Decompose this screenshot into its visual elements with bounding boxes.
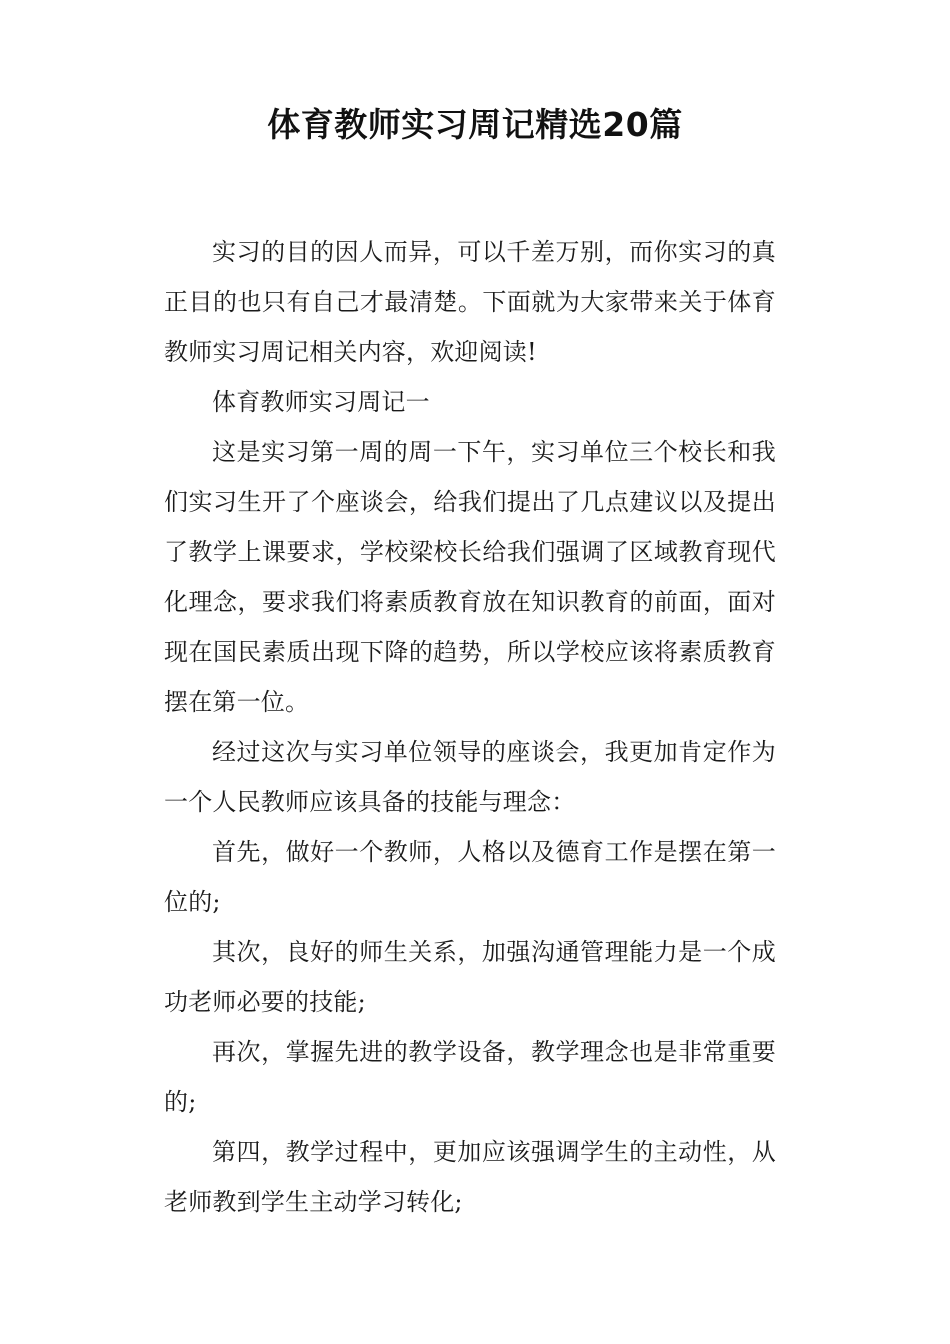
paragraph-affirmation: 经过这次与实习单位领导的座谈会，我更加肯定作为一个人民教师应该具备的技能与理念： [164, 738, 776, 816]
paragraph-meeting: 这是实习第一周的周一下午，实习单位三个校长和我们实习生开了个座谈会，给我们提出了几点建议以及提出了教学上课要求，学校梁校长给我们强调了区域教育现代化理念，要求我们将素质教育放在知识教育的前面，面对现在国民素质出现下降的趋势，所以学校应该将素质教育摆在第一位。 [164, 438, 776, 716]
paragraph-first-point: 首先，做好一个教师，人格以及德育工作是摆在第一位的; [164, 838, 776, 916]
document-body [164, 227, 776, 1227]
paragraph-second-point: 其次，良好的师生关系，加强沟通管理能力是一个成功老师必要的技能; [164, 938, 776, 1016]
paragraph-intro: 实习的目的因人而异，可以千差万别，而你实习的真正目的也只有自己才最清楚。下面就为大家带来关于体育教师实习周记相关内容，欢迎阅读! [164, 238, 776, 366]
paragraph-third-point: 再次，掌握先进的教学设备，教学理念也是非常重要的; [164, 1038, 776, 1116]
paragraph-fourth-point: 第四，教学过程中，更加应该强调学生的主动性，从老师教到学生主动学习转化; [164, 1138, 776, 1216]
paragraph-section-heading: 体育教师实习周记一 [212, 388, 430, 416]
document-title: 体育教师实习周记精选20篇 [267, 105, 683, 144]
